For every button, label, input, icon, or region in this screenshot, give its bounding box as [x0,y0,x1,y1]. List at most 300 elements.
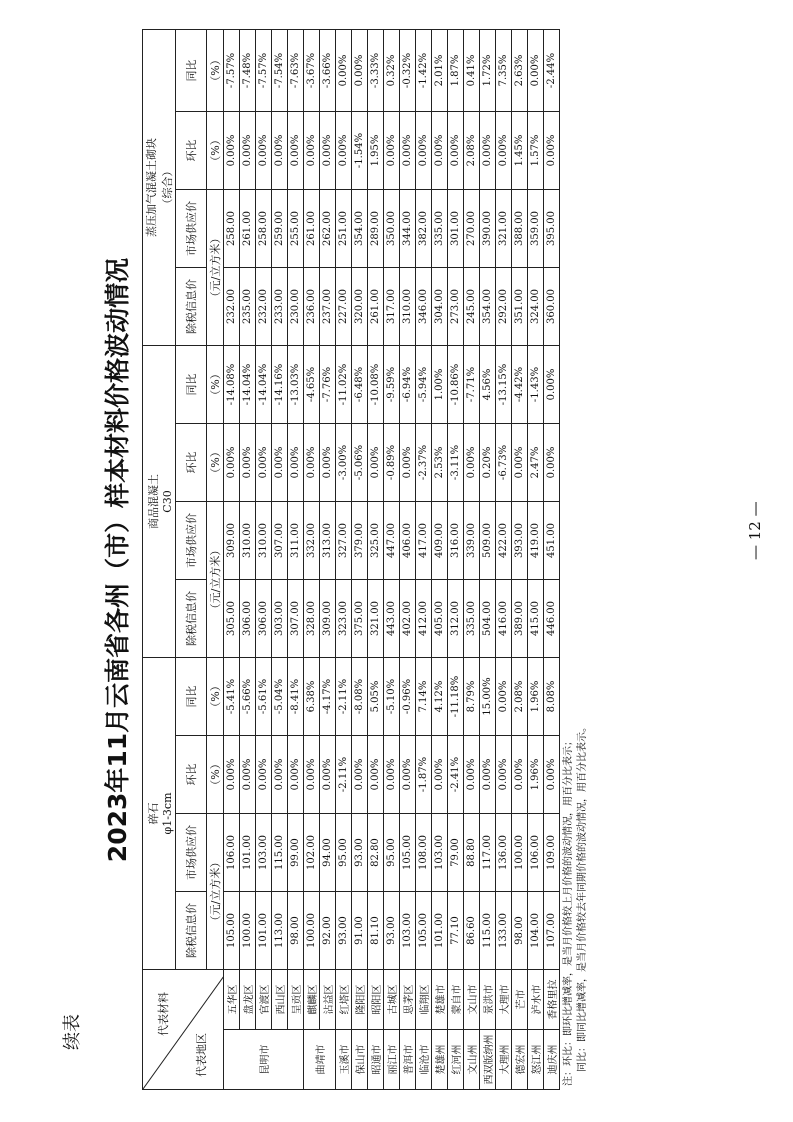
col-price-excl: 除税信息价 [176,267,207,345]
unit-pct-label: （%） [207,423,224,501]
value-cell: 103.00 [256,814,272,892]
value-cell: 310.00 [400,267,416,345]
value-cell: -7.71% [464,345,480,423]
value-cell: 0.00% [272,423,288,501]
city-cell: 昭通市 [368,1030,384,1090]
value-cell: 109.00 [544,814,560,892]
value-cell: 292.00 [496,267,512,345]
value-cell: 232.00 [224,267,240,345]
value-cell: 0.00% [480,736,496,814]
district-cell: 大理市 [496,970,512,1030]
value-cell: 0.00% [544,736,560,814]
district-cell: 沾益区 [320,970,336,1030]
value-cell: 99.00 [288,814,304,892]
table-row [480,29,496,1089]
value-cell: 309.00 [320,579,336,657]
value-cell: 422.00 [496,501,512,579]
value-cell: 1.45% [512,111,528,189]
value-cell: 273.00 [448,267,464,345]
value-cell: 103.00 [432,814,448,892]
corner-region-label: 代表地区 [195,1033,208,1077]
value-cell: -5.41% [224,657,240,735]
value-cell: 0.00% [432,111,448,189]
value-cell: 105.00 [400,814,416,892]
value-cell: 312.00 [448,579,464,657]
value-cell: 0.00% [368,736,384,814]
value-cell: 0.00% [336,29,352,111]
district-cell: 昭阳区 [368,970,384,1030]
value-cell: -3.66% [320,29,336,111]
value-cell: -3.11% [448,423,464,501]
district-cell: 景洪市 [480,970,496,1030]
value-cell: -14.04% [240,345,256,423]
value-cell: 0.00% [240,423,256,501]
unit-pct-label: （%） [207,111,224,189]
value-cell: -6.73% [496,423,512,501]
value-cell: -7.76% [320,345,336,423]
value-cell: -5.04% [272,657,288,735]
value-cell: -0.96% [400,657,416,735]
value-cell: 0.00% [320,736,336,814]
value-cell: 0.00% [352,29,368,111]
value-cell: 0.00% [480,111,496,189]
value-cell: -4.17% [320,657,336,735]
value-cell: -14.04% [256,345,272,423]
value-cell: -14.08% [224,345,240,423]
value-cell: 104.00 [528,892,544,970]
value-cell: 303.00 [272,579,288,657]
district-cell: 红塔区 [336,970,352,1030]
table-row [304,29,320,1089]
value-cell: 306.00 [256,579,272,657]
value-cell: 0.00% [304,423,320,501]
value-cell: 93.00 [336,892,352,970]
district-cell: 呈贡区 [288,970,304,1030]
value-cell: 323.00 [336,579,352,657]
value-cell: 0.00% [544,345,560,423]
value-cell: 8.79% [464,657,480,735]
value-cell: 359.00 [528,189,544,267]
value-cell: 317.00 [384,267,400,345]
value-cell: 270.00 [464,189,480,267]
value-cell: 93.00 [352,814,368,892]
value-cell: -1.43% [528,345,544,423]
value-cell: 0.00% [240,736,256,814]
group-header-gravel: 碎石 φ1-3cm [143,657,176,969]
page-title: 2023年11月云南省各州（市）样本材料价格波动情况 [103,257,132,863]
city-cell: 玉溪市 [336,1030,352,1090]
value-cell: 117.00 [480,814,496,892]
col-price-excl: 除税信息价 [176,892,207,970]
value-cell: 0.00% [224,736,240,814]
value-cell: -1.87% [416,736,432,814]
value-cell: 0.00% [512,736,528,814]
value-cell: 509.00 [480,501,496,579]
value-cell: -5.94% [416,345,432,423]
value-cell: 321.00 [496,189,512,267]
district-cell: 香格里拉 [544,970,560,1030]
value-cell: 237.00 [320,267,336,345]
district-cell: 思茅区 [400,970,416,1030]
table-row [416,29,432,1089]
value-cell: 415.00 [528,579,544,657]
value-cell: 0.00% [272,736,288,814]
value-cell: 1.96% [528,736,544,814]
value-cell: 313.00 [320,501,336,579]
value-cell: 95.00 [336,814,352,892]
value-cell: 2.63% [512,29,528,111]
value-cell: 443.00 [384,579,400,657]
city-cell: 丽江市 [384,1030,400,1090]
unit-price-label: （元/立方米） [207,501,224,657]
value-cell: 0.00% [400,111,416,189]
value-cell: 325.00 [368,501,384,579]
value-cell: 107.00 [544,892,560,970]
value-cell: 0.00% [384,736,400,814]
value-cell: 412.00 [416,579,432,657]
value-cell: 261.00 [304,189,320,267]
value-cell: 0.00% [304,736,320,814]
value-cell: 82.80 [368,814,384,892]
value-cell: -7.57% [224,29,240,111]
district-cell: 官渡区 [256,970,272,1030]
value-cell: 0.00% [448,111,464,189]
value-cell: -10.86% [448,345,464,423]
value-cell: 105.00 [416,892,432,970]
value-cell: 0.32% [384,29,400,111]
value-cell: -4.42% [512,345,528,423]
value-cell: -14.16% [272,345,288,423]
unit-pct-label: （%） [207,29,224,111]
district-cell: 临翔区 [416,970,432,1030]
value-cell: 92.00 [320,892,336,970]
value-cell: 113.00 [272,892,288,970]
value-cell: 382.00 [416,189,432,267]
value-cell: 316.00 [448,501,464,579]
unit-pct-label: （%） [207,736,224,814]
value-cell: 261.00 [240,189,256,267]
col-mom: 环比 [176,111,207,189]
value-cell: 2.53% [432,423,448,501]
city-cell: 迪庆州 [544,1030,560,1090]
col-price-market: 市场供应价 [176,814,207,892]
value-cell: 1.96% [528,657,544,735]
value-cell: 310.00 [240,501,256,579]
value-cell: 251.00 [336,189,352,267]
value-cell: 77.10 [448,892,464,970]
value-cell: -5.61% [256,657,272,735]
value-cell: 0.00% [416,111,432,189]
value-cell: 447.00 [384,501,400,579]
value-cell: 0.00% [352,736,368,814]
value-cell: 0.00% [384,111,400,189]
city-cell: 临沧市 [416,1030,432,1090]
value-cell: -1.54% [352,111,368,189]
value-cell: 108.00 [416,814,432,892]
value-cell: 0.00% [544,423,560,501]
table-row [320,29,336,1089]
value-cell: 2.08% [512,657,528,735]
value-cell: 98.00 [512,892,528,970]
district-cell: 隆阳区 [352,970,368,1030]
value-cell: 0.20% [480,423,496,501]
value-cell: 417.00 [416,501,432,579]
price-table [142,29,560,1090]
value-cell: 321.00 [368,579,384,657]
value-cell: 81.10 [368,892,384,970]
value-cell: -2.11% [336,736,352,814]
value-cell: 335.00 [432,189,448,267]
value-cell: 0.00% [544,111,560,189]
value-cell: 133.00 [496,892,512,970]
value-cell: 7.14% [416,657,432,735]
value-cell: 320.00 [352,267,368,345]
table-row [400,29,416,1089]
value-cell: -5.06% [352,423,368,501]
value-cell: 102.00 [304,814,320,892]
table-row [448,29,464,1089]
value-cell: 0.00% [240,111,256,189]
value-cell: 324.00 [528,267,544,345]
value-cell: 405.00 [432,579,448,657]
value-cell: -3.00% [336,423,352,501]
value-cell: 289.00 [368,189,384,267]
value-cell: 0.00% [256,111,272,189]
unit-price-label: （元/立方米） [207,814,224,970]
value-cell: 258.00 [256,189,272,267]
value-cell: 354.00 [352,189,368,267]
value-cell: -2.44% [544,29,560,111]
value-cell: 0.00% [304,111,320,189]
value-cell: 0.00% [272,111,288,189]
district-cell: 盘龙区 [240,970,256,1030]
value-cell: 0.00% [224,111,240,189]
value-cell: 91.00 [352,892,368,970]
value-cell: 101.00 [256,892,272,970]
value-cell: -8.41% [288,657,304,735]
table-row [272,29,288,1089]
district-cell: 文山市 [464,970,480,1030]
value-cell: 258.00 [224,189,240,267]
value-cell: 230.00 [288,267,304,345]
value-cell: 419.00 [528,501,544,579]
note-line: 注：环比：即环比增减率，是当月价格较上月价格的波动情况，用百分比表示； [563,736,574,1086]
value-cell: 0.00% [256,736,272,814]
value-cell: 402.00 [400,579,416,657]
value-cell: 236.00 [304,267,320,345]
col-yoy: 同比 [176,345,207,423]
value-cell: 235.00 [240,267,256,345]
value-cell: 360.00 [544,267,560,345]
city-cell: 大理州 [496,1030,512,1090]
city-cell: 曲靖市 [304,1030,336,1090]
city-cell: 文山州 [464,1030,480,1090]
value-cell: 406.00 [400,501,416,579]
table-row [288,29,304,1089]
district-cell: 五华区 [224,970,240,1030]
value-cell: 98.00 [288,892,304,970]
value-cell: 388.00 [512,189,528,267]
value-cell: 332.00 [304,501,320,579]
value-cell: 504.00 [480,579,496,657]
value-cell: 393.00 [512,501,528,579]
table-body [224,29,560,1089]
value-cell: 261.00 [368,267,384,345]
value-cell: -11.02% [336,345,352,423]
value-cell: 328.00 [304,579,320,657]
value-cell: 8.08% [544,657,560,735]
value-cell: 344.00 [400,189,416,267]
city-cell: 怒江州 [528,1030,544,1090]
unit-pct-label: （%） [207,345,224,423]
city-cell: 红河州 [448,1030,464,1090]
table-row [512,29,528,1089]
value-cell: 0.00% [496,111,512,189]
city-cell: 昆明市 [224,1030,304,1090]
value-cell: -2.41% [448,736,464,814]
value-cell: 335.00 [464,579,480,657]
value-cell: 5.05% [368,657,384,735]
group-header-block: 蒸压加气混凝土砌块 （综合） [143,29,176,345]
table-row [544,29,560,1089]
value-cell: 307.00 [272,501,288,579]
city-cell: 德宏州 [512,1030,528,1090]
value-cell: 346.00 [416,267,432,345]
value-cell: 232.00 [256,267,272,345]
value-cell: -7.48% [240,29,256,111]
table-row [336,29,352,1089]
table-row [528,29,544,1089]
value-cell: 2.08% [464,111,480,189]
table-row [224,29,240,1089]
city-cell: 楚雄州 [432,1030,448,1090]
value-cell: 451.00 [544,501,560,579]
value-cell: 301.00 [448,189,464,267]
value-cell: 0.00% [288,111,304,189]
value-cell: 1.87% [448,29,464,111]
value-cell: 106.00 [528,814,544,892]
value-cell: -11.18% [448,657,464,735]
value-cell: 100.00 [304,892,320,970]
value-cell: 0.00% [496,736,512,814]
value-cell: 0.00% [464,423,480,501]
district-cell: 西山区 [272,970,288,1030]
unit-pct-label: （%） [207,657,224,735]
value-cell: 103.00 [400,892,416,970]
table-notes [562,30,590,1090]
value-cell: -9.59% [384,345,400,423]
value-cell: 339.00 [464,501,480,579]
value-cell: 255.00 [288,189,304,267]
value-cell: -6.48% [352,345,368,423]
value-cell: -13.03% [288,345,304,423]
value-cell: 100.00 [512,814,528,892]
value-cell: 409.00 [432,501,448,579]
value-cell: 0.00% [400,423,416,501]
value-cell: -13.15% [496,345,512,423]
value-cell: -3.33% [368,29,384,111]
value-cell: 354.00 [480,267,496,345]
value-cell: 307.00 [288,579,304,657]
value-cell: 375.00 [352,579,368,657]
value-cell: 4.12% [432,657,448,735]
value-cell: 1.57% [528,111,544,189]
value-cell: -2.37% [416,423,432,501]
table-row [352,29,368,1089]
district-cell: 泸水市 [528,970,544,1030]
value-cell: 306.00 [240,579,256,657]
city-cell: 西双版纳州 [480,1030,496,1090]
value-cell: 245.00 [464,267,480,345]
value-cell: 351.00 [512,267,528,345]
value-cell: 7.35% [496,29,512,111]
col-yoy: 同比 [176,657,207,735]
table-row [368,29,384,1089]
table-row [256,29,272,1089]
value-cell: 86.60 [464,892,480,970]
value-cell: 305.00 [224,579,240,657]
district-cell: 芒市 [512,970,528,1030]
value-cell: 311.00 [288,501,304,579]
col-mom: 环比 [176,423,207,501]
value-cell: 94.00 [320,814,336,892]
value-cell: 0.00% [496,657,512,735]
value-cell: 0.00% [320,423,336,501]
value-cell: -5.10% [384,657,400,735]
district-cell: 楚雄市 [432,970,448,1030]
value-cell: 327.00 [336,501,352,579]
value-cell: 446.00 [544,579,560,657]
table-row [240,29,256,1089]
value-cell: 101.00 [240,814,256,892]
value-cell: 1.00% [432,345,448,423]
value-cell: 0.00% [400,736,416,814]
value-cell: 6.38% [304,657,320,735]
value-cell: 2.01% [432,29,448,111]
value-cell: -3.67% [304,29,320,111]
value-cell: 93.00 [384,892,400,970]
value-cell: -7.57% [256,29,272,111]
col-price-market: 市场供应价 [176,189,207,267]
value-cell: 309.00 [224,501,240,579]
value-cell: -7.63% [288,29,304,111]
value-cell: 15.00% [480,657,496,735]
value-cell: 0.00% [256,423,272,501]
table-corner-cell [143,970,224,1090]
value-cell: -6.94% [400,345,416,423]
value-cell: 0.00% [512,423,528,501]
district-cell: 麒麟区 [304,970,320,1030]
col-price-excl: 除税信息价 [176,579,207,657]
corner-material-label: 代表材料 [157,992,170,1036]
value-cell: 88.80 [464,814,480,892]
table-row [384,29,400,1089]
value-cell: -7.54% [272,29,288,111]
value-cell: 0.00% [528,29,544,111]
value-cell: 0.00% [368,423,384,501]
value-cell: 395.00 [544,189,560,267]
value-cell: -0.32% [400,29,416,111]
city-cell: 普洱市 [400,1030,416,1090]
value-cell: 0.00% [288,423,304,501]
value-cell: 105.00 [224,892,240,970]
value-cell: 0.00% [320,111,336,189]
value-cell: 0.00% [464,736,480,814]
table-row [496,29,512,1089]
rotated-page-content [92,30,702,1090]
value-cell: 304.00 [432,267,448,345]
value-cell: 389.00 [512,579,528,657]
